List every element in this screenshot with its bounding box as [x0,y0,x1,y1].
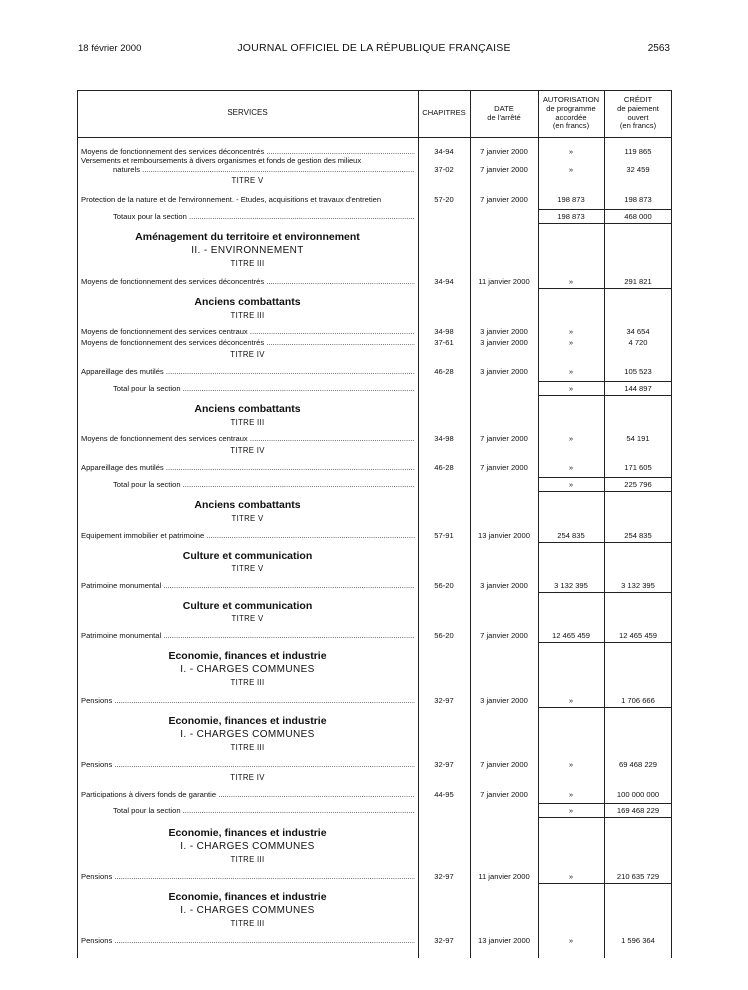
section-heading: Anciens combattants [194,403,301,415]
section-end-rule [538,395,672,396]
autorisation-cell: » [568,277,574,286]
titre-label: TITRE V [231,564,264,573]
titre-label: TITRE V [231,176,264,185]
section-end-rule [538,592,672,593]
section-end-rule [538,817,672,818]
autorisation-cell: » [568,165,574,174]
autorisation-cell: 254 835 [557,531,585,540]
arrete-date-cell: 7 janvier 2000 [480,147,528,156]
titre-label: TITRE V [231,614,264,623]
section-heading: Culture et communication [182,600,313,612]
table-row [77,337,672,349]
section-subheading: II. - ENVIRONNEMENT [191,245,304,256]
chapitre-cell: 34-98 [434,434,454,443]
titre-label: TITRE IV [230,446,265,455]
service-label: Appareillage des mutilés ..... [81,366,415,378]
service-label: Moyens de fonctionnement des services déconcentrés ..... [81,337,415,349]
autorisation-cell: » [568,434,574,443]
table-row [77,366,672,378]
total-row [77,479,672,491]
autorisation-cell: » [568,696,574,705]
journal-title: JOURNAL OFFICIEL DE LA RÉPUBLIQUE FRANÇAISE [237,42,511,54]
subtotal-rule [538,381,672,382]
service-label: Equipement immobilier et patrimoine ..... [81,530,415,542]
service-label: Total pour la section ..... [113,383,415,395]
credit-cell: 291 821 [624,277,652,286]
credit-cell: 1 706 666 [621,696,655,705]
credit-cell: 105 523 [624,367,652,376]
service-label: Total pour la section ..... [113,805,415,817]
section-subheading: I. - CHARGES COMMUNES [180,841,315,852]
section-heading: Culture et communication [182,550,313,562]
section-end-rule [538,223,672,224]
arrete-date-cell: 11 janvier 2000 [478,277,530,286]
titre-label: TITRE III [230,678,265,687]
service-label: Moyens de fonctionnement des services centraux ..... [81,433,415,445]
chapitre-cell: 34-94 [434,147,454,156]
service-label: Pensions ..... [81,695,415,707]
credit-cell: 12 465 459 [618,631,657,640]
table-header-rule [77,137,672,138]
autorisation-cell: » [568,480,574,489]
section-end-rule [538,707,672,708]
credit-cell: 198 873 [624,195,652,204]
chapitre-cell: 32-97 [434,936,454,945]
arrete-date-cell: 7 janvier 2000 [480,790,528,799]
chapitre-cell: 57-91 [434,531,454,540]
header-autorisation: AUTORISATION de programme accordée (en francs) [542,95,600,131]
titre-label: TITRE III [230,259,265,268]
total-row [77,805,672,817]
service-label: Participations à divers fonds de garantie ..... [81,789,415,801]
credit-cell: 225 796 [624,480,652,489]
arrete-date-cell: 3 janvier 2000 [480,581,528,590]
table-row [77,462,672,474]
autorisation-cell: 3 132 395 [554,581,588,590]
chapitre-cell: 56-20 [434,631,454,640]
table-row [77,164,672,176]
service-label: Moyens de fonctionnement des services centraux ..... [81,326,415,338]
credit-cell: 254 835 [624,531,652,540]
titre-label: TITRE IV [230,350,265,359]
arrete-date-cell: 7 janvier 2000 [480,463,528,472]
section-subheading: I. - CHARGES COMMUNES [180,664,315,675]
autorisation-cell: 198 873 [557,195,585,204]
header-date: 18 février 2000 [78,43,142,54]
chapitre-cell: 46-28 [434,367,454,376]
table-row [77,276,672,288]
autorisation-cell: » [568,806,574,815]
arrete-date-cell: 3 janvier 2000 [480,367,528,376]
arrete-date-cell: 13 janvier 2000 [478,531,530,540]
table-row [77,194,672,206]
credits-table [77,90,672,958]
credit-cell: 169 468 229 [616,806,660,815]
table-row [77,630,672,642]
autorisation-cell: » [568,147,574,156]
table-row [77,789,672,801]
service-label: Protection de la nature et de l'environnement. - Etudes, acquisitions et travaux d'entretien [81,195,382,204]
section-subheading: I. - CHARGES COMMUNES [180,729,315,740]
credit-cell: 144 897 [624,384,652,393]
autorisation-cell: » [568,463,574,472]
section-end-rule [538,542,672,543]
table-row [77,695,672,707]
section-heading: Anciens combattants [194,296,301,308]
autorisation-cell: » [568,327,574,336]
section-heading: Aménagement du territoire et environnement [135,231,360,243]
service-label: Totaux pour la section ..... [113,211,415,223]
titre-label: TITRE III [230,919,265,928]
table-row [77,530,672,542]
credit-cell: 171 605 [624,463,652,472]
header-services: SERVICES [227,108,268,118]
arrete-date-cell: 3 janvier 2000 [480,327,528,336]
service-label: Patrimoine monumental ..... [81,630,415,642]
header-date: DATE de l'arrêté [487,103,521,122]
autorisation-cell: » [568,367,574,376]
arrete-date-cell: 7 janvier 2000 [480,631,528,640]
credit-cell: 4 720 [628,338,648,347]
section-heading: Economie, finances et industrie [168,715,327,727]
chapitre-cell: 32-97 [434,696,454,705]
titre-label: TITRE III [230,418,265,427]
service-label: Moyens de fonctionnement des services déconcentrés ..... [81,276,415,288]
chapitre-cell: 37-02 [434,165,454,174]
autorisation-cell: » [568,872,574,881]
arrete-date-cell: 7 janvier 2000 [480,165,528,174]
service-label: naturels ..... [113,164,415,176]
titre-label: TITRE III [230,311,265,320]
chapitre-cell: 34-94 [434,277,454,286]
chapitre-cell: 32-97 [434,872,454,881]
section-heading: Economie, finances et industrie [168,827,327,839]
arrete-date-cell: 7 janvier 2000 [480,434,528,443]
section-heading: Economie, finances et industrie [168,891,327,903]
section-subheading: I. - CHARGES COMMUNES [180,905,315,916]
service-label: Pensions ..... [81,871,415,883]
arrete-date-cell: 7 janvier 2000 [480,195,528,204]
table-row [77,433,672,445]
autorisation-cell: 198 873 [557,212,585,221]
autorisation-cell: » [568,384,574,393]
subtotal-rule [538,477,672,478]
table-row [77,580,672,592]
table-row [77,871,672,883]
titre-label: TITRE IV [230,773,265,782]
credit-cell: 34 654 [626,327,650,336]
section-heading: Anciens combattants [194,499,301,511]
table-row [77,759,672,771]
credit-cell: 210 635 729 [616,872,660,881]
arrete-date-cell: 11 janvier 2000 [478,872,530,881]
service-label: Moyens de fonctionnement des services déconcentrés ..... [81,146,415,158]
chapitre-cell: 56-20 [434,581,454,590]
total-row [77,211,672,223]
total-row [77,383,672,395]
arrete-date-cell: 7 janvier 2000 [480,760,528,769]
autorisation-cell: » [568,790,574,799]
autorisation-cell: » [568,936,574,945]
chapitre-cell: 32-97 [434,760,454,769]
titre-label: TITRE III [230,743,265,752]
chapitre-cell: 34-98 [434,327,454,336]
chapitre-cell: 46-28 [434,463,454,472]
credit-cell: 468 000 [624,212,652,221]
credit-cell: 119 865 [624,147,652,156]
titre-label: TITRE III [230,855,265,864]
service-label: Patrimoine monumental ..... [81,580,415,592]
section-end-rule [538,288,672,289]
section-end-rule [538,491,672,492]
titre-label: TITRE V [231,514,264,523]
service-label: Pensions ..... [81,759,415,771]
credit-cell: 69 468 229 [618,760,657,769]
service-label: Pensions ..... [81,935,415,947]
section-end-rule [538,642,672,643]
service-label: Total pour la section ..... [113,479,415,491]
chapitre-cell: 37-61 [434,338,454,347]
chapitre-cell: 57-20 [434,195,454,204]
credit-cell: 32 459 [626,165,650,174]
section-end-rule [538,883,672,884]
header-chapitres: CHAPITRES [422,108,466,118]
header-credit: CRÉDIT de paiement ouvert (en francs) [617,95,659,131]
page-number: 2563 [647,43,670,54]
service-label: Versements et remboursements à divers organismes et fonds de gestion des milieux [81,156,362,165]
chapitre-cell: 44-95 [434,790,454,799]
arrete-date-cell: 13 janvier 2000 [478,936,530,945]
credit-cell: 3 132 395 [621,581,655,590]
credit-cell: 100 000 000 [616,790,660,799]
subtotal-rule [538,803,672,804]
table-row [77,935,672,947]
arrete-date-cell: 3 janvier 2000 [480,338,528,347]
autorisation-cell: » [568,760,574,769]
autorisation-cell: » [568,338,574,347]
credit-cell: 1 596 364 [621,936,655,945]
service-label: Appareillage des mutilés ..... [81,462,415,474]
credit-cell: 54 191 [626,434,650,443]
arrete-date-cell: 3 janvier 2000 [480,696,528,705]
autorisation-cell: 12 465 459 [551,631,590,640]
section-heading: Economie, finances et industrie [168,650,327,662]
subtotal-rule [538,209,672,210]
